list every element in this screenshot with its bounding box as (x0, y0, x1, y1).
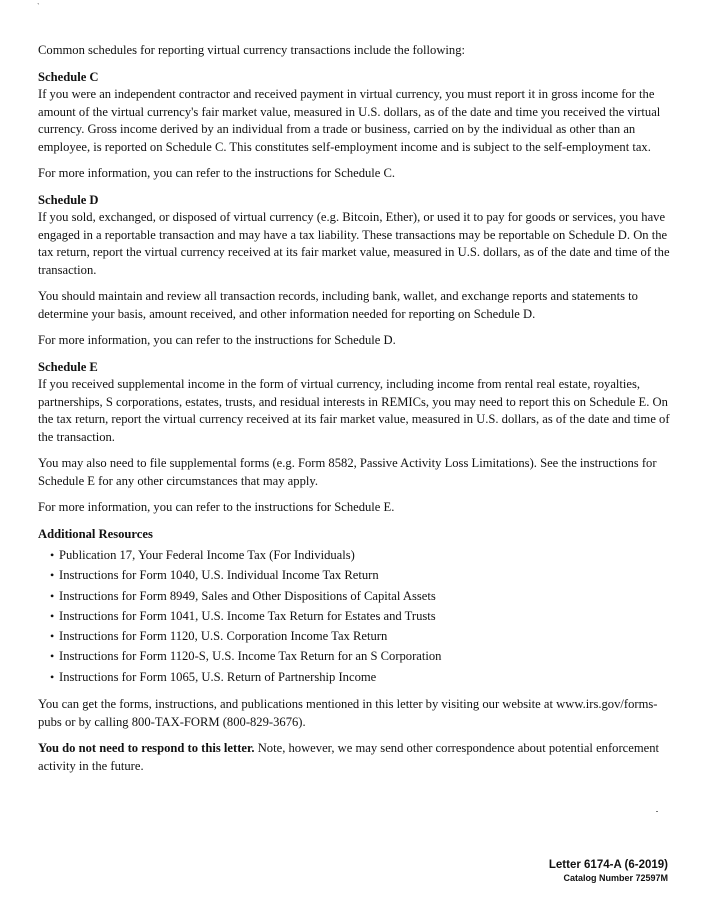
contact-text: You can get the forms, instructions, and publications mentioned in this letter by visiting our website at www.irs.gov/forms-pubs or by calling 800-TAX-FORM (800-829-3676). (38, 697, 658, 729)
intro-text: Common schedules for reporting virtual currency transactions include the following: (38, 43, 466, 57)
resource-item: • Instructions for Form 8949, Sales and Other Dispositions of Capital Assets (50, 586, 670, 606)
closing-bold: You do not need to respond to this letter. (38, 741, 255, 756)
resources-list (38, 545, 670, 687)
letter-footer (549, 858, 668, 884)
resource-item: • Instructions for Form 1120, U.S. Corporation Income Tax Return (50, 626, 670, 646)
resource-item: • Instructions for Form 1040, U.S. Individual Income Tax Return (50, 565, 670, 585)
schedule-e-forms: You may also need to file supplemental forms (e.g. Form 8582, Passive Activity Loss Limitations). See the instructions for Schedule E for any other circumstances that may apply. (38, 456, 657, 488)
schedule-d-heading: Schedule D (38, 192, 99, 207)
schedule-c-body: If you were an independent contractor and received payment in virtual currency, you must report it in gross income for the amount of the virtual currency's fair market value, measured in U.S. dollars, as of the date and time you received the virtual currency. Gross income derived by an individual from a trade or business, carried on by the individual as other than an employee, is reported on Schedule C. This constitutes self-employment income and is subject to the self-employment tax. (38, 87, 661, 154)
scan-artifact-dot (656, 811, 658, 812)
letter-id: Letter 6174-A (6-2019) (548, 859, 668, 871)
schedule-e-section (38, 359, 670, 447)
schedule-e-more-info: For more information, you can refer to the instructions for Schedule E. (38, 500, 395, 514)
schedule-c-section (38, 69, 670, 157)
resource-item: • Publication 17, Your Federal Income Tax (For Individuals) (50, 545, 670, 565)
catalog-number: Catalog Number 72597M (563, 873, 668, 883)
closing-text (38, 740, 670, 775)
closing-rest: Note, however, we may send other correspondence about potential enforcement activity in the future. (38, 741, 660, 773)
schedule-d-body: If you sold, exchanged, or disposed of virtual currency (e.g. Bitcoin, Ether), or used it to pay for goods or services, you have engaged in a reportable transaction and may have a tax liability. These transactions may be reportable on Schedule D. On the tax return, report the virtual currency received at its fair market value, measured in U.S. dollars, as of the date and time of the transaction. (38, 210, 670, 277)
schedule-d-more-info: For more information, you can refer to the instructions for Schedule D. (38, 333, 396, 347)
resource-item: • Instructions for Form 1065, U.S. Return of Partnership Income (50, 667, 670, 687)
schedule-c-heading: Schedule C (38, 69, 99, 84)
schedule-c-more-info: For more information, you can refer to the instructions for Schedule C. (38, 166, 396, 180)
schedule-e-body: If you received supplemental income in the form of virtual currency, including income from rental real estate, royalties, partnerships, S corporations, estates, trusts, and residual interests in REMICs, you may need to report this on Schedule E. On the tax return, report the virtual currency received at its fair market value, measured in U.S. dollars, as of the date and time of the transaction. (38, 377, 670, 444)
schedule-d-records: You should maintain and review all transaction records, including bank, wallet, and exchange reports and statements to determine your basis, amount received, and other information needed for reporting on Schedule D. (38, 289, 638, 321)
schedule-d-section (38, 192, 670, 280)
scan-artifact: ` (37, 2, 40, 11)
resources-heading: Additional Resources (38, 526, 153, 541)
resource-item: • Instructions for Form 1041, U.S. Income Tax Return for Estates and Trusts (50, 606, 670, 626)
letter-body (38, 42, 670, 784)
resource-item: • Instructions for Form 1120-S, U.S. Income Tax Return for an S Corporation (50, 646, 670, 666)
schedule-e-heading: Schedule E (38, 359, 98, 374)
